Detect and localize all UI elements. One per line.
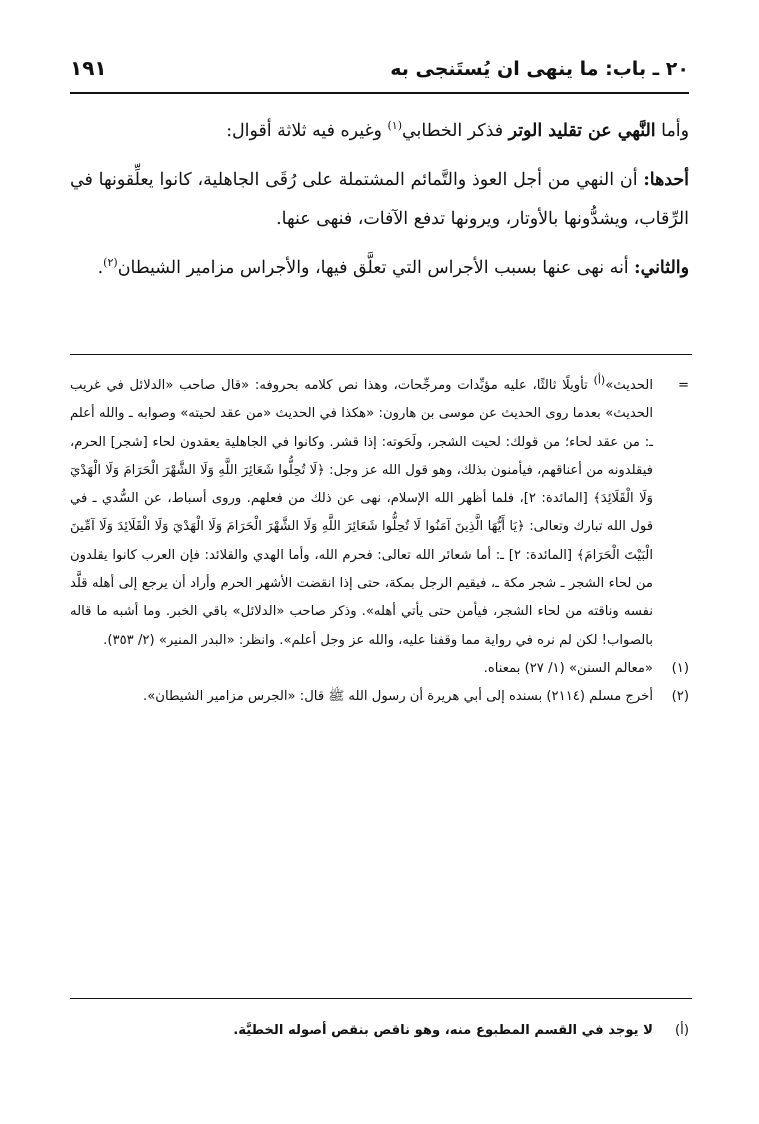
footnote-marker: (٢) — [671, 689, 689, 705]
footnote-ref[interactable]: (١) — [387, 119, 402, 133]
text-span: . — [97, 258, 104, 278]
text-span: أنه نهى عنها بسبب الأجراس التي تعلَّق فيها، والأجراس مزامير الشيطان — [117, 258, 635, 278]
continuation-mark: = — [677, 378, 689, 393]
header-rule — [70, 92, 689, 94]
text-span: الحديث» — [605, 378, 653, 393]
footnote-ref[interactable]: (أ) — [593, 373, 606, 387]
paragraph-intro — [70, 112, 689, 151]
footnote-1 — [70, 655, 689, 683]
footnote-marker: (١) — [671, 660, 689, 676]
chapter-title: ٢٠ ـ باب: ما ينهى ان يُستَنجى به — [390, 58, 689, 80]
main-text — [70, 112, 689, 298]
editor-note-separator — [70, 998, 692, 999]
footnote-2 — [70, 683, 689, 711]
continuation-text — [70, 372, 653, 655]
footnotes — [70, 372, 689, 712]
footnote-continuation — [70, 372, 689, 655]
editor-note-marker: (أ) — [675, 1023, 689, 1038]
editor-note — [70, 1018, 689, 1044]
bold-term: النَّهي عن تقليد الوتر — [508, 121, 656, 141]
paragraph-first-opinion — [70, 161, 689, 239]
footnote-text: «معالم السنن» (١/ ٢٧) بمعناه. — [483, 660, 653, 676]
footnote-ref[interactable]: (٢) — [103, 256, 118, 270]
text-span: تأويلًا ثالثًا، عليه مؤيِّدات ومرجِّحات، وهذا نص كلامه بحروفه: «قال صاحب «الدلائل في غريب الحديث» بعدما روى الحديث عن موسى بن هارون: «هكذا في الحديث «من عقد لحيته» وصوابه ـ والله أعلم ـ: من عقد لحاء؛ من قولك: لحيت الشجر، ولَحَوته: إذا قشر. وكانوا في الجاهلية يعقدون لحاء [شجر] الحرم، فيقلدونه من أعناقهم، فيأمنون بذلك، وهو قول الله عز وجل: ﴿لَا تُحِلُّوا شَعَائِرَ اللَّهِ وَلَا الشَّهْرَ الْحَرَامَ وَلَا الْهَدْيَ وَلَا الْقَلَائِدَ﴾ [المائدة: ٢]، فلما أظهر الله الإسلام، نهى عن ذلك من فعلهم. وروى أسباط، عن السُّدي ـ في قول الله تبارك وتعالى: ﴿يَا أَيُّهَا الَّذِينَ آمَنُوا لَا تُحِلُّوا شَعَائِرَ اللَّهِ وَلَا الشَّهْرَ الْحَرَامَ وَلَا الْهَدْيَ وَلَا الْقَلَائِدَ وَلَا آمِّينَ الْبَيْتَ الْحَرَامَ﴾ [المائدة: ٢] ـ: أما شعائر الله تعالى: فحرم الله، وأما الهدي والقلائد: فإن العرب كانوا يقلدون من لحاء الشجر ـ شجر مكة ـ، فيقيم الرجل بمكة، حتى إذا انقضت الأشهر الحرم وأراد أن يرجع إلى أهله قلَّد نفسه وناقته من لحاء الشجر، فيأمن حتى يأتي أهله». وذكر صاحب «الدلائل» باقي الخبر. وما أشبه ما قاله بالصواب! لكن لم نره في رواية مما وقفنا عليه، والله عز وجل أعلم». وانظر: «البدر المنير» (٢/ ٣٥٣). — [70, 378, 653, 648]
text-span: فذكر الخطابي — [401, 121, 509, 141]
text-span: وأما — [655, 121, 689, 141]
text-span: وغيره فيه ثلاثة أقوال: — [226, 121, 388, 141]
running-header — [70, 52, 689, 92]
bold-term: والثاني: — [634, 258, 689, 278]
paragraph-second-opinion — [70, 249, 689, 288]
footnote-separator — [70, 354, 692, 355]
footnote-text: أخرج مسلم (٢١١٤) بسنده إلى أبي هريرة أن رسول الله ﷺ قال: «الجرس مزامير الشيطان». — [143, 689, 653, 705]
bold-term: أحدها: — [643, 170, 689, 190]
editor-note-text: لا يوجد في القسم المطبوع منه، وهو ناقص بنقص أصوله الخطيَّة. — [233, 1023, 653, 1038]
text-span: أن النهي من أجل العوذ والتَّمائم المشتملة على رُقَى الجاهلية، كانوا يعلِّقونها في الرِّقاب، ويشدُّونها بالأوتار، ويرونها تدفع الآفات، فنهى عنها. — [70, 170, 689, 229]
page-number: ١٩١ — [70, 56, 107, 80]
